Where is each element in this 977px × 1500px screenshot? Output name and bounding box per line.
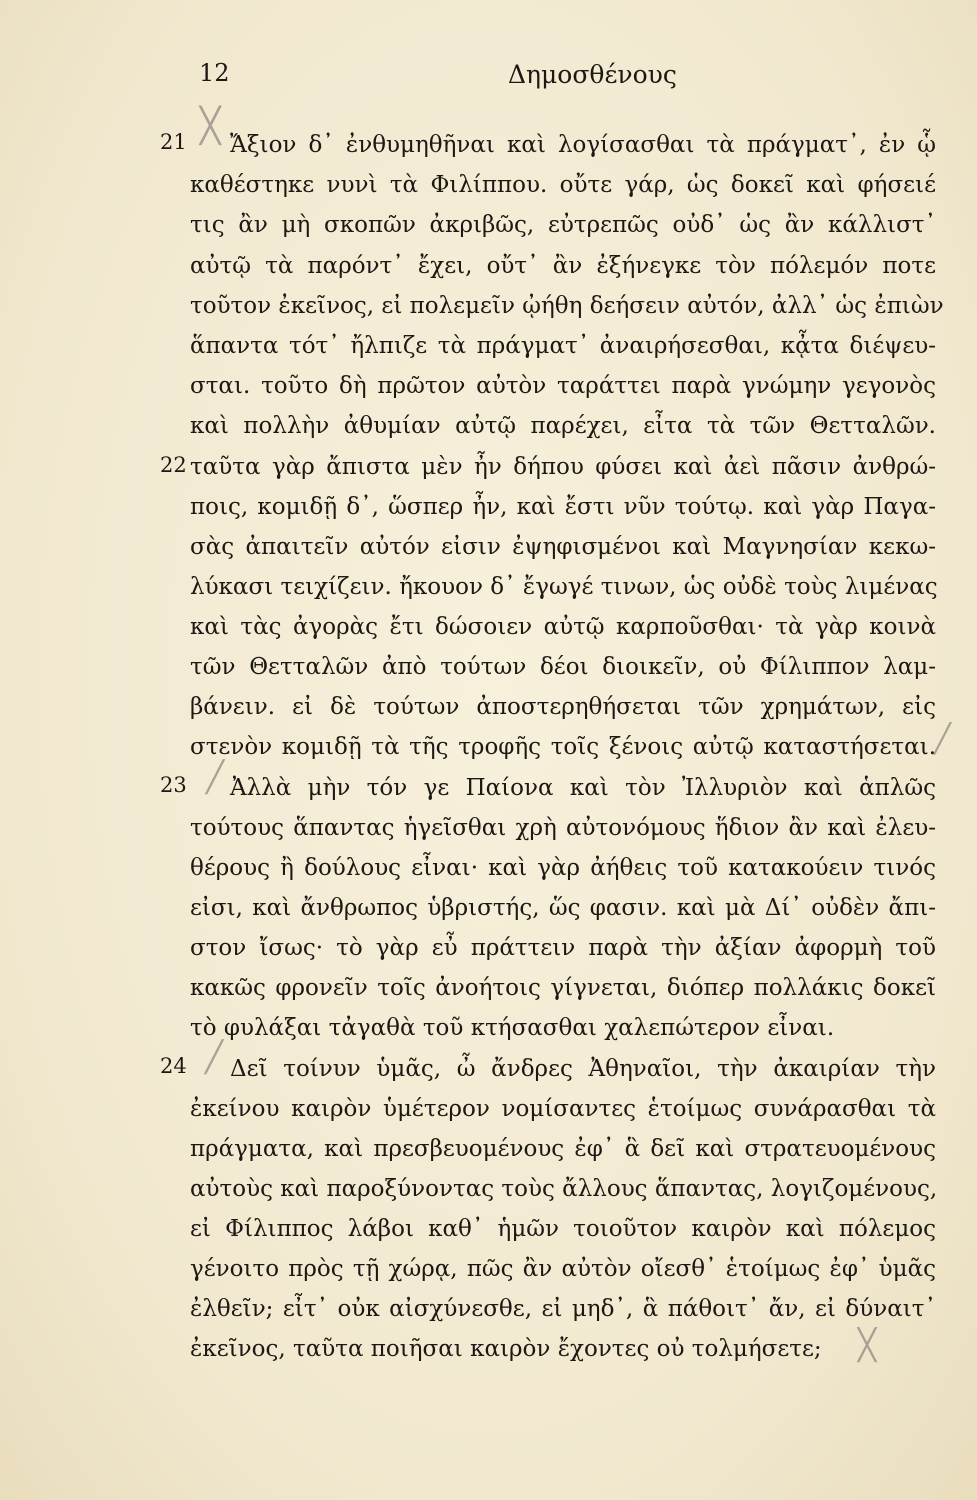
running-head: Δημοσθένους	[508, 60, 677, 89]
pencil-check-mark: ╳	[200, 106, 221, 146]
text-line: καθέστηκε νυνὶ τὰ Φιλίππου. οὔτε γάρ, ὡς δοκεῖ καὶ φήσειέ	[190, 172, 936, 198]
text-line: Ἀλλὰ μὴν τόν γε Παίονα καὶ τὸν Ἰλλυριὸν καὶ ἁπλῶς	[230, 775, 936, 801]
text-line: τούτους ἅπαντας ἡγεῖσθαι χρὴ αὐτονόμους ἥδιον ἂν καὶ ἐλευ-	[190, 815, 936, 841]
text-line: γένοιτο πρὸς τῇ χώρᾳ, πῶς ἂν αὐτὸν οἴεσθ᾽ ἑτοίμως ἐφ᾽ ὑμᾶς	[190, 1256, 936, 1282]
section-number: 22	[160, 453, 187, 477]
section-number: 21	[160, 130, 187, 154]
text-line: σται. τοῦτο δὴ πρῶτον αὐτὸν ταράττει παρὰ γνώμην γεγονὸς	[190, 373, 936, 399]
text-line: πράγματα, καὶ πρεσβευομένους ἐφ᾽ ἃ δεῖ καὶ στρατευομένους	[190, 1136, 936, 1162]
text-line: εἰ Φίλιππος λάβοι καθ᾽ ἡμῶν τοιοῦτον καιρὸν καὶ πόλεμος	[190, 1216, 936, 1242]
text-line: στενὸν κομιδῇ τὰ τῆς τροφῆς τοῖς ξένοις αὐτῷ καταστήσεται.	[190, 734, 936, 760]
text-line: καὶ πολλὴν ἀθυμίαν αὐτῷ παρέχει, εἶτα τὰ τῶν Θετταλῶν.	[190, 413, 936, 439]
text-line: Δεῖ τοίνυν ὑμᾶς, ὦ ἄνδρες Ἀθηναῖοι, τὴν ἀκαιρίαν τὴν	[230, 1056, 936, 1082]
text-line: τὸ φυλάξαι τἀγαθὰ τοῦ κτήσασθαι χαλεπώτερον εἶναι.	[190, 1015, 835, 1041]
text-line: ἅπαντα τότ᾽ ἤλπιζε τὰ πράγματ᾽ ἀναιρήσεσθαι, κᾆτα διέψευ-	[190, 333, 936, 359]
text-line: τοῦτον ἐκεῖνος, εἰ πολεμεῖν ᾠήθη δεήσειν αὐτόν, ἀλλ᾽ ὡς ἐπιὼν	[190, 293, 944, 319]
text-line: στον ἴσως· τὸ γὰρ εὖ πράττειν παρὰ τὴν ἀξίαν ἀφορμὴ τοῦ	[190, 935, 936, 961]
pencil-slash-mark: ╱	[205, 1040, 224, 1075]
text-line: ταῦτα γὰρ ἄπιστα μὲν ἦν δήπου φύσει καὶ ἀεὶ πᾶσιν ἀνθρώ-	[190, 454, 936, 480]
text-line: αὐτῷ τὰ παρόντ᾽ ἔχει, οὔτ᾽ ἂν ἐξήνεγκε τὸν πόλεμόν ποτε	[190, 253, 936, 279]
text-line: εἰσι, καὶ ἄνθρωπος ὑβριστής, ὥς φασιν. καὶ μὰ Δί᾽ οὐδὲν ἄπι-	[190, 895, 936, 921]
text-line: τις ἂν μὴ σκοπῶν ἀκριβῶς, εὐτρεπῶς οὐδ᾽ ὡς ἂν κάλλιστ᾽	[190, 212, 936, 238]
text-line: κακῶς φρονεῖν τοῖς ἀνοήτοις γίγνεται, διόπερ πολλάκις δοκεῖ	[190, 975, 936, 1001]
pencil-slash-mark: ╱	[934, 722, 951, 755]
text-line: τῶν Θετταλῶν ἀπὸ τούτων δέοι διοικεῖν, οὐ Φίλιππον λαμ-	[190, 654, 936, 680]
text-line: σὰς ἀπαιτεῖν αὐτόν εἰσιν ἐψηφισμένοι καὶ Μαγνησίαν κεκω-	[190, 534, 936, 560]
section-number: 24	[160, 1054, 187, 1078]
text-line: ἐλθεῖν; εἶτ᾽ οὐκ αἰσχύνεσθε, εἰ μηδ᾽, ἃ πάθοιτ᾽ ἄν, εἰ δύναιτ᾽	[190, 1296, 936, 1322]
pencil-slash-mark: ╱	[206, 760, 225, 795]
text-line: βάνειν. εἰ δὲ τούτων ἀποστερηθήσεται τῶν χρημάτων, εἰς	[190, 694, 936, 720]
text-line: Ἄξιον δ᾽ ἐνθυμηθῆναι καὶ λογίσασθαι τὰ πράγματ᾽, ἐν ᾧ	[230, 132, 936, 158]
text-line: ἐκείνου καιρὸν ὑμέτερον νομίσαντες ἑτοίμως συνάρασθαι τὰ	[190, 1096, 936, 1122]
text-line: ἐκεῖνος, ταῦτα ποιῆσαι καιρὸν ἔχοντες οὐ τολμήσετε;	[190, 1336, 822, 1362]
text-line: αὐτοὺς καὶ παροξύνοντας τοὺς ἄλλους ἅπαντας, λογιζομένους,	[190, 1176, 938, 1202]
text-line: θέρους ἢ δούλους εἶναι· καὶ γὰρ ἀήθεις τοῦ κατακούειν τινός	[190, 855, 936, 881]
text-line: λύκασι τειχίζειν. ἤκουον δ᾽ ἔγωγέ τινων, ὡς οὐδὲ τοὺς λιμένας	[190, 574, 938, 600]
page-number: 12	[199, 59, 230, 87]
section-number: 23	[160, 773, 187, 797]
text-line: ποις, κομιδῇ δ᾽, ὥσπερ ἦν, καὶ ἔστι νῦν τούτῳ. καὶ γὰρ Παγα-	[190, 494, 936, 520]
pencil-check-mark: ╳	[858, 1328, 877, 1363]
text-line: καὶ τὰς ἀγορὰς ἔτι δώσοιεν αὐτῷ καρποῦσθαι· τὰ γὰρ κοινὰ	[190, 614, 936, 640]
